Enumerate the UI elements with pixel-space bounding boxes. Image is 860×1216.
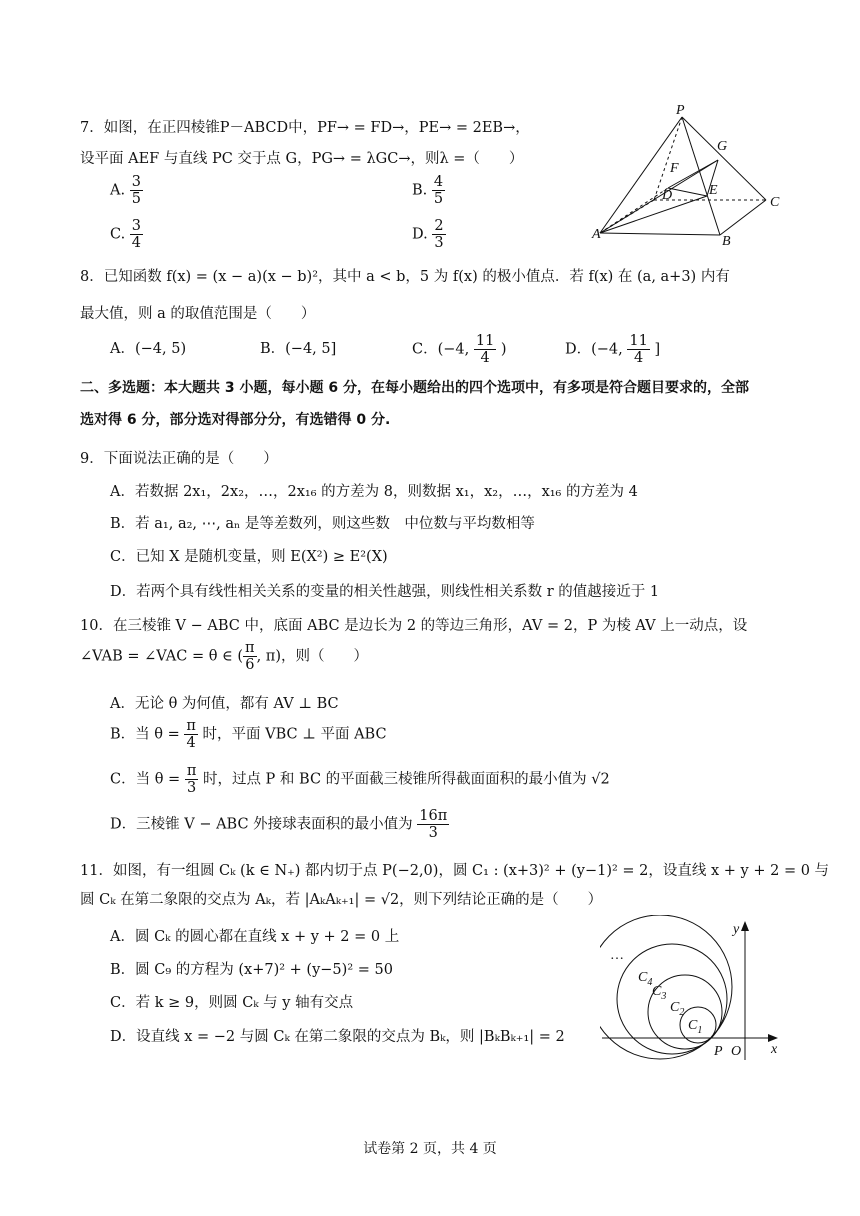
q7-option-a-fraction: $\frac{3}{5}$	[131, 174, 141, 207]
edge-ae	[600, 196, 707, 233]
q7-option-c[interactable]: C. $\frac{3}{4}$	[110, 218, 142, 251]
q7-option-b-fraction: $\frac{4}{5}$	[433, 174, 444, 207]
q11-option-c[interactable]: C．若 k ≥ 9，则圆 Cₖ 与 y 轴有交点	[110, 995, 354, 1011]
q8-line1: 8．已知函数 f(x) = (x − a)(x − b)²，其中 a < b，5 为 f(x) 的极小值点．若 f(x) 在 (a, a+3) 内有	[80, 269, 730, 285]
q7-option-d-fraction: $\frac{2}{3}$	[434, 218, 444, 251]
label-p: P	[676, 103, 685, 118]
q10-option-c[interactable]: C．当 θ = $\frac{\pi}{3}$ 时，过点 P 和 BC 的平面截三棱锥所得截面面积的最小值为 √2	[110, 763, 610, 796]
section2-line1: 二、多选题：本大题共 3 小题，每小题 6 分，在每小题给出的四个选项中，有多项是符合题目要求的，全部	[80, 380, 749, 396]
q8-option-b[interactable]: B．(−4, 5]	[260, 341, 337, 357]
y-axis-arrow-icon	[741, 921, 749, 931]
label-o: O	[731, 1044, 742, 1059]
q11-option-b[interactable]: B．圆 C₉ 的方程为 (x+7)² + (y−5)² = 50	[110, 962, 393, 978]
q8-option-d-fraction: $\frac{11}{4}$	[629, 333, 648, 366]
q7-line2: 设平面 AEF 与直线 PC 交于点 G，PG→ = λGC→，则λ =（ ）	[80, 151, 524, 167]
label-dots: …	[610, 948, 624, 963]
label-c1: $C_1$	[688, 1018, 703, 1036]
q9-option-d[interactable]: D．若两个具有线性相关关系的变量的相关性越强，则线性相关系数 r 的值越接近于 1	[110, 584, 660, 600]
q10-option-c-fraction: $\frac{\pi}{3}$	[186, 763, 197, 796]
label-b: B	[722, 234, 731, 249]
label-y: y	[733, 922, 740, 937]
q11-option-a[interactable]: A．圆 Cₖ 的圆心都在直线 x + y + 2 = 0 上	[110, 929, 400, 945]
pyramid-figure	[590, 100, 790, 250]
label-c2: $C_2$	[670, 1000, 685, 1018]
q7-option-d[interactable]: D. $\frac{2}{3}$	[412, 218, 444, 251]
q8-option-a[interactable]: A．(−4, 5)	[110, 341, 187, 357]
q8-line2: 最大值，则 a 的取值范围是（ ）	[80, 306, 316, 322]
q9-option-c[interactable]: C．已知 X 是随机变量，则 E(X²) ≥ E²(X)	[110, 549, 388, 565]
q7-option-c-fraction: $\frac{3}{4}$	[131, 218, 142, 251]
circles-figure	[600, 915, 790, 1065]
q9-option-a[interactable]: A．若数据 2x₁，2x₂，…，2x₁₆ 的方差为 8，则数据 x₁，x₂，…，x₁₆ 的方差为 4	[110, 484, 638, 500]
label-c4: $C_4$	[638, 970, 653, 988]
label-g: G	[717, 139, 728, 154]
label-x: x	[771, 1042, 778, 1057]
q7-line1: 7．如图，在正四棱锥P－ABCD中，PF→ = FD→，PE→ = 2EB→，	[80, 120, 530, 136]
q10-option-a[interactable]: A．无论 θ 为何值，都有 AV ⊥ BC	[110, 696, 339, 712]
label-f: F	[670, 161, 679, 176]
edge-af-dashed	[600, 188, 668, 233]
edge-pb	[682, 117, 720, 235]
label-p: P	[714, 1044, 723, 1059]
q8-option-c[interactable]: C．(−4, $\frac{11}{4}$ )	[412, 333, 507, 366]
q10-option-d-fraction: $\frac{16\pi}{3}$	[419, 808, 448, 841]
q7-option-b[interactable]: B. $\frac{4}{5}$	[412, 174, 444, 207]
q10-option-d[interactable]: D．三棱锥 V − ABC 外接球表面积的最小值为 $\frac{16\pi}{3}$	[110, 808, 448, 841]
page-footer: 试卷第 2 页，共 4 页	[363, 1141, 497, 1157]
edge-ab	[600, 233, 720, 235]
q9-option-b[interactable]: B．若 a₁, a₂, ⋯, aₙ 是等差数列，则这些数 中位数与平均数相等	[110, 516, 535, 532]
q11-line2: 圆 Cₖ 在第二象限的交点为 Aₖ，若 |AₖAₖ₊₁| = √2，则下列结论正确的是（ ）	[80, 892, 603, 908]
edge-bc	[720, 200, 766, 235]
label-c3: $C_3$	[652, 984, 667, 1002]
q7-option-a[interactable]: A. $\frac{3}{5}$	[110, 174, 141, 207]
q10-theta-fraction: $\frac{\pi}{6}$	[245, 640, 255, 673]
q8-option-c-fraction: $\frac{11}{4}$	[475, 333, 495, 366]
label-a: A	[592, 227, 601, 242]
label-e: E	[709, 183, 718, 198]
q10-option-b-fraction: $\frac{\pi}{4}$	[186, 718, 196, 751]
q9-stem: 9．下面说法正确的是（ ）	[80, 451, 278, 467]
q10-option-b[interactable]: B．当 θ = $\frac{\pi}{4}$ 时，平面 VBC ⊥ 平面 ABC	[110, 718, 387, 751]
q11-option-d[interactable]: D．设直线 x = −2 与圆 Cₖ 在第二象限的交点为 Bₖ，则 |BₖBₖ₊₁| = 2	[110, 1029, 565, 1045]
q8-option-d[interactable]: D．(−4, $\frac{11}{4}$ ]	[565, 333, 661, 366]
q11-line1: 11．如图，有一组圆 Cₖ (k ∈ N₊) 都内切于点 P(−2,0)，圆 C₁ : (x+3)² + (y−1)² = 2，设直线 x + y + 2 = 0 与	[80, 863, 830, 879]
q10-line2: ∠VAB = ∠VAC = θ ∈ ( $\frac{\pi}{6}$ , π)，则（ ）	[80, 640, 368, 673]
x-axis-arrow-icon	[768, 1034, 778, 1042]
q10-line1: 10．在三棱锥 V − ABC 中，底面 ABC 是边长为 2 的等边三角形，AV = 2，P 为棱 AV 上一动点，设	[80, 618, 748, 634]
label-d: D	[662, 188, 673, 203]
edge-fe	[668, 188, 707, 196]
section2-line2: 选对得 6 分，部分选对得部分分，有选错得 0 分.	[80, 412, 391, 428]
label-c: C	[770, 195, 780, 210]
edge-pc	[682, 117, 766, 200]
